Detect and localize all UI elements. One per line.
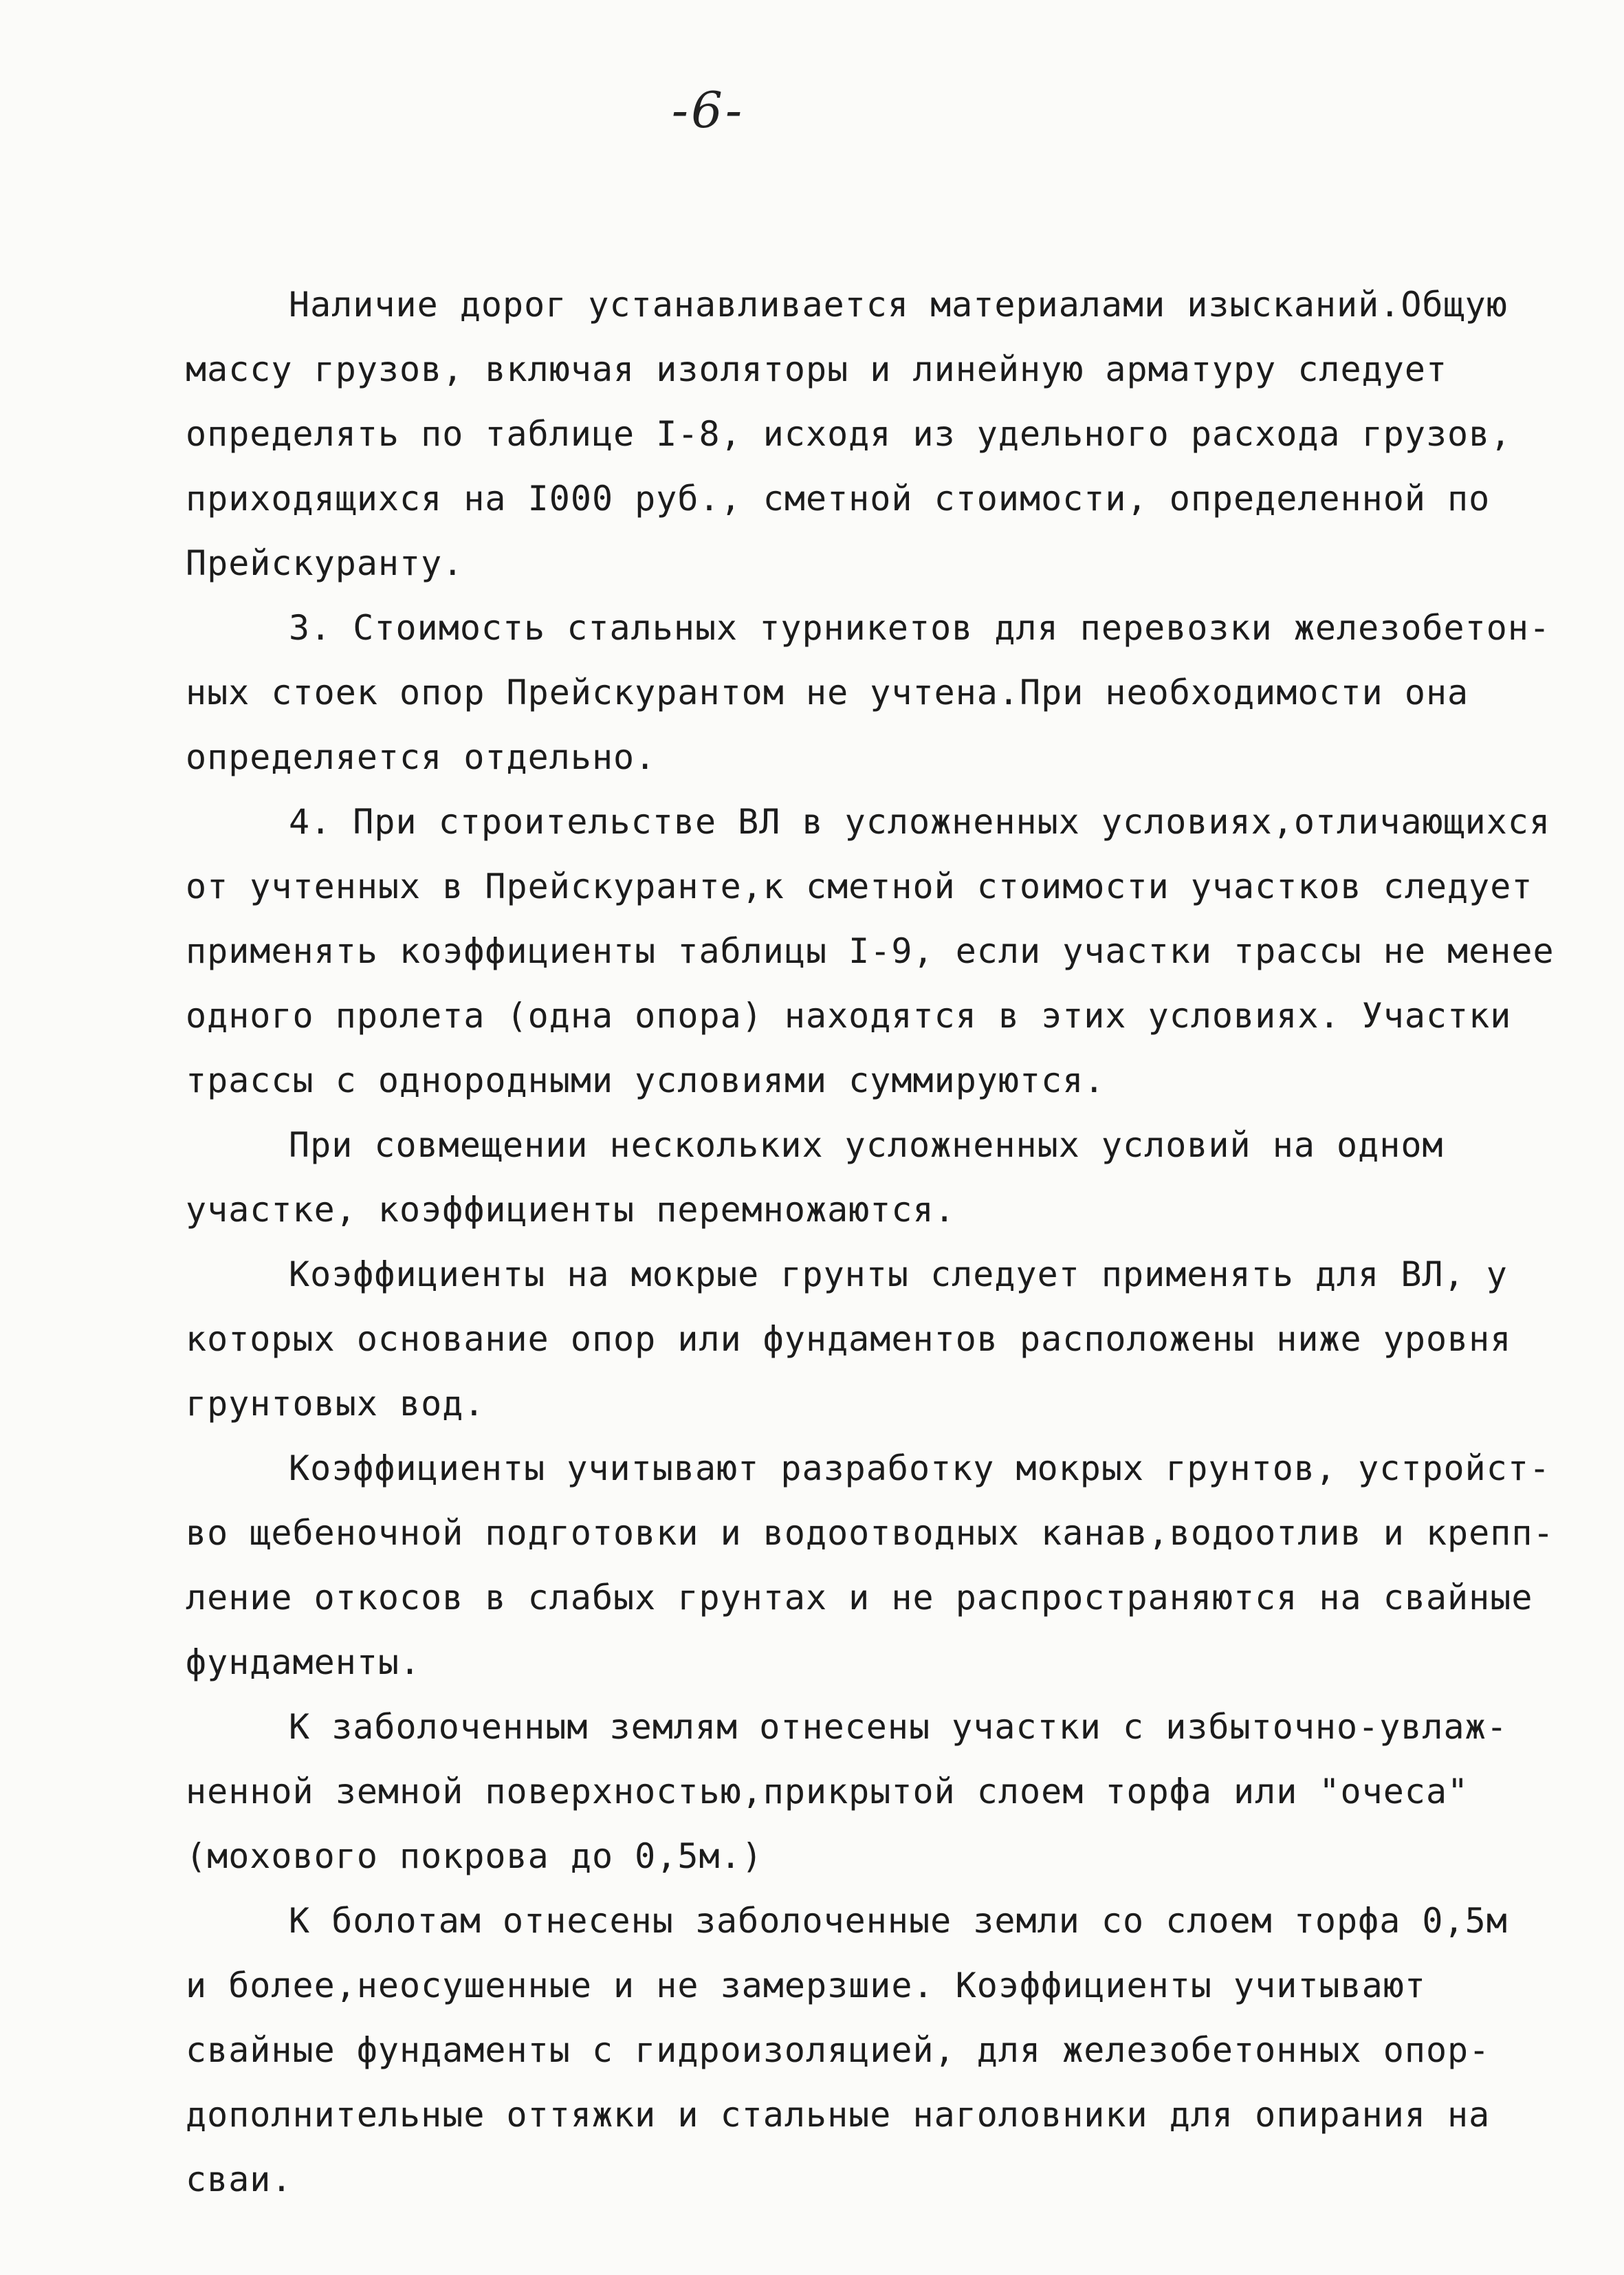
paragraph-wet-soils [186,1242,1512,1436]
text-line: грунтовых вод. [186,1384,485,1424]
text-line: массу грузов, включая изоляторы и линейную арматуру следует [186,349,1448,389]
text-line: свайные фундаменты с гидроизоляцией, для железобетонных опор- [186,2030,1491,2070]
text-line: участке, коэффициенты перемножаются. [186,1190,956,1230]
text-line: ление откосов в слабых грунтах и не распространяются на свайные [186,1578,1533,1618]
text-line: во щебеночной подготовки и водоотводных канав,водоотлив и крепп- [186,1513,1555,1553]
text-line: трассы с однородными условиями суммируются. [186,1060,1106,1100]
text-line: которых основание опор или фундаментов расположены ниже уровня [186,1319,1512,1359]
text-line: определять по таблице I-8, исходя из удельного расхода грузов, [186,414,1512,454]
text-line: 3. Стоимость стальных турникетов для перевозки железобетон- [289,608,1551,648]
text-line: При совмещении нескольких усложненных условий на одном [289,1125,1444,1165]
text-line: одного пролета (одна опора) находятся в этих условиях. Участки [186,996,1512,1036]
text-line: сваи. [186,2159,293,2199]
text-line: определяется отдельно. [186,737,657,777]
text-line: Коэффициенты учитывают разработку мокрых грунтов, устройст- [289,1448,1551,1488]
text-line: ненной земной поверхностью,прикрытой слоем торфа или "очеса" [186,1772,1469,1811]
paragraph-coefficients-scope [186,1436,1555,1695]
paragraph-bogs [186,1888,1508,2212]
text-line: Наличие дорог устанавливается материалами изысканий.Общую [289,285,1508,325]
text-line: приходящихся на I000 руб., сметной стоимости, определенной по [186,479,1491,519]
paragraph-item-4 [186,790,1555,1113]
text-line: 4. При строительстве ВЛ в усложненных условиях,отличающихся [289,802,1551,842]
text-line: Прейскуранту. [186,543,464,583]
text-line: К болотам отнесены заболоченные земли со слоем торфа 0,5м [289,1901,1508,1941]
paragraph-roads-cargo [186,272,1512,596]
page-number: -6- [671,81,745,139]
paragraph-swampy-lands [186,1695,1508,1888]
text-line: (мохового покрова до 0,5м.) [186,1836,763,1876]
text-line: ных стоек опор Прейскурантом не учтена.При необходимости она [186,673,1469,712]
text-line: от учтенных в Прейскуранте,к сметной стоимости участков следует [186,867,1533,906]
text-line: дополнительные оттяжки и стальные наголовники для опирания на [186,2095,1491,2135]
text-line: и более,неосушенные и не замерзшие. Коэффициенты учитывают [186,1966,1426,2005]
text-line: К заболоченным землям отнесены участки с избыточно-увлаж- [289,1707,1508,1747]
text-line: фундаменты. [186,1642,421,1682]
text-line: применять коэффициенты таблицы I-9, если участки трассы не менее [186,931,1555,971]
paragraph-combined-conditions [186,1113,1471,1242]
body-text [186,272,1555,2212]
paragraph-item-3 [186,596,1551,790]
text-line: Коэффициенты на мокрые грунты следует применять для ВЛ, у [289,1254,1508,1294]
